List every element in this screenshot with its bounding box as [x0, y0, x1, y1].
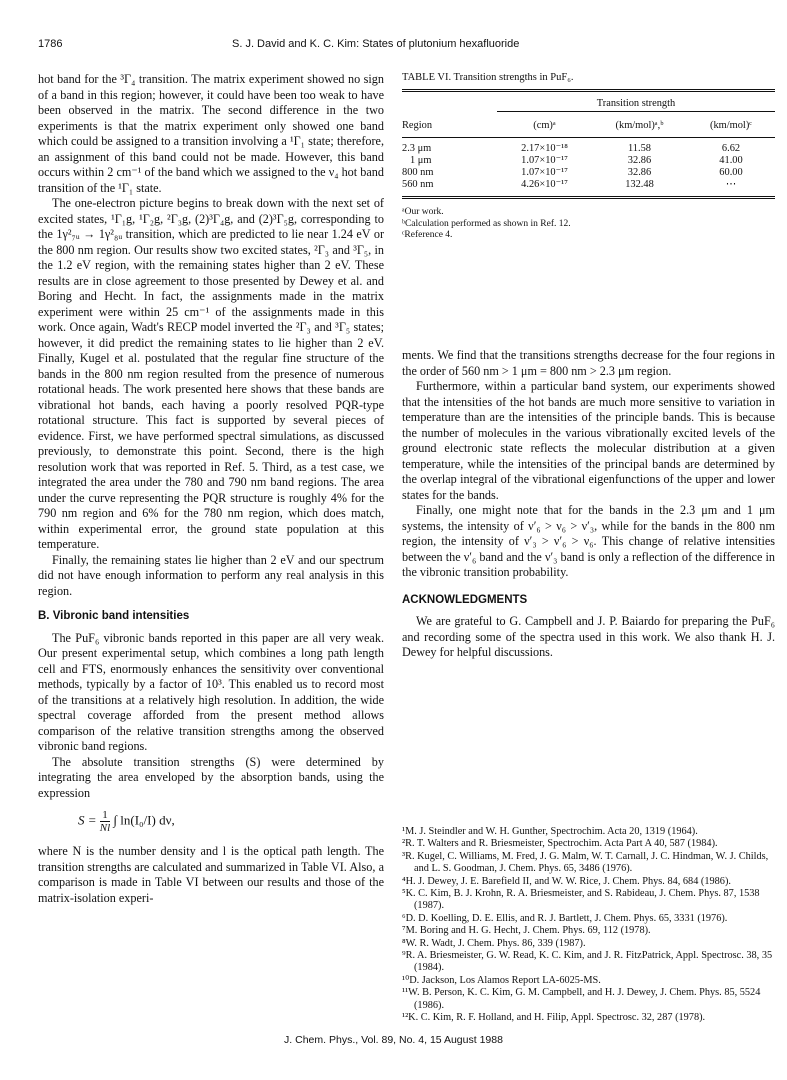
table-footnote: ᵃOur work. [402, 207, 444, 217]
table-footnote: ᶜReference 4. [402, 230, 453, 240]
journal-footer: J. Chem. Phys., Vol. 89, No. 4, 15 August 1988 [284, 1034, 503, 1046]
equation [78, 809, 384, 834]
left-column [38, 72, 384, 906]
reference: ⁸W. R. Wadt, J. Chem. Phys. 86, 339 (1987). [402, 937, 586, 949]
table-vi [402, 72, 775, 242]
reference: ⁵K. C. Kim, B. J. Krohn, R. A. Briesmeister, and S. Rabideau, J. Chem. Phys. 87, 1538 (1987). [402, 888, 760, 912]
paragraph: hot band for the ³Γ₄ transition. The matrix experiment showed no sign of a band in this region; however, it could have been too weak to have been observed in the matrix. The second difference in the two experiments is that the matrix experiment only showed one band which could be assigned to a transition involving a ¹Γ₁ state; therefore, an assignment of this band could not be made. However, this band occurs within 2 cm⁻¹ of the band which we assigned to the ν₄ hot band transition of the ¹Γ₁ state. [38, 72, 384, 195]
table-cell: 800 nm [402, 166, 434, 178]
table-cell: 560 nm [402, 178, 434, 190]
table-cell: 60.00 [719, 166, 743, 178]
acknowledgments-heading: ACKNOWLEDGMENTS [402, 593, 528, 606]
equation-numerator: 1 [100, 809, 110, 822]
page-number: 1786 [38, 38, 63, 50]
reference: ⁷M. Boring and H. G. Hecht, J. Chem. Phys. 69, 112 (1978). [402, 925, 651, 937]
table-group-header: Transition strength [497, 91, 775, 112]
table-header: (km/mol)ᵃ,ᵇ [615, 120, 664, 131]
paragraph: Finally, one might note that for the bands in the 2.3 μm and 1 μm systems, the intensity of ν′₆ > ν₆ > ν′₃, while for the bands in the 800 nm region, the intensity of ν′₃ > ν′₆ > ν₆. This change of relative intensities between the ν′₆ band and the ν′₃ band is only a reflection of the difference in the vibronic transition probability. [402, 503, 775, 579]
reference: ¹M. J. Steindler and W. H. Gunther, Spectrochim. Acta 20, 1319 (1964). [402, 826, 698, 837]
table-header: (km/mol)ᶜ [710, 120, 752, 131]
table-header: (cm)ᵃ [533, 120, 556, 131]
paragraph: The absolute transition strengths (S) were determined by integrating the area enveloped by the absorption bands, using the expression [38, 754, 384, 800]
table [402, 89, 775, 203]
table-cell: 2.17×10⁻¹⁸ [521, 143, 568, 154]
table-cell: 11.58 [628, 142, 651, 154]
table-cell: 6.62 [721, 142, 741, 154]
table-row [402, 166, 775, 178]
reference: ⁹R. A. Briesmeister, G. W. Read, K. C. Kim, and J. R. FitzPatrick, Appl. Spectrosc. 38, 35 (1984). [402, 950, 773, 974]
equation-lhs: S = [78, 812, 97, 828]
table-header: Region [402, 119, 433, 131]
table-cell: 2.3 μm [402, 142, 432, 154]
paragraph: Furthermore, within a particular band system, our experiments showed that the intensities of the hot bands are much more sensitive to variation in temperature than are the intensities of the principle bands. This is because the number of molecules in the various vibrationally excited levels of the ground electronic state reflects the molecular distribution at a given temperature, while the intensities of the principal bands are determined by the overlap integral of the vibrational eigenfunctions of the upper and lower states for the bands. [402, 379, 775, 502]
reference: ⁶D. D. Koelling, D. E. Ellis, and R. J. Bartlett, J. Chem. Phys. 65, 3331 (1976). [402, 912, 728, 924]
table-cell: 4.26×10⁻¹⁷ [521, 179, 568, 190]
acknowledgments-text: We are grateful to G. Campbell and J. P. Baiardo for preparing the PuF₆ and recording some of the spectra used in this work. We also thank H. J. Dewey for helpful discussions. [402, 614, 775, 659]
paragraph: where N is the number density and l is the optical path length. The transition strengths are calculated and summarized in Table VI. Also, a comparison is made in Table VI between our results and those of the matrix-isolation experi- [38, 844, 384, 905]
running-title: S. J. David and K. C. Kim: States of plutonium hexafluoride [232, 38, 520, 50]
reference-list [402, 826, 775, 1025]
table-row [402, 178, 775, 198]
table-cell: 1.07×10⁻¹⁷ [521, 155, 568, 166]
table-row [402, 138, 775, 155]
equation-fraction [100, 809, 110, 834]
table-footnote: ᵇCalculation performed as shown in Ref. 12. [402, 218, 571, 229]
table-cell: 1.07×10⁻¹⁷ [521, 167, 568, 178]
paragraph: The PuF₆ vibronic bands reported in this paper are all very weak. Our present experimental setup, which combines a long path length cell and FTS, enormously enhances the sensitivity over conventional methods, typically by a factor of 10³. This enabled us to record most of the transitions at a relatively high resolution. In addition, the wide spectral coverage afforded from the present method allows comparison of the relative transition strengths among the observed vibronic band regions. [38, 630, 384, 753]
right-column [402, 348, 775, 661]
reference: ¹⁰D. Jackson, Los Alamos Report LA-6025-MS. [402, 974, 601, 986]
section-heading: B. Vibronic band intensities [38, 610, 190, 622]
paragraph: Finally, the remaining states lie higher than 2 eV and our spectrum did not have enough information to perform any real analysis in this region. [38, 552, 384, 598]
table-cell: 132.48 [625, 178, 654, 190]
paragraph: ments. We find that the transitions strengths decrease for the four regions in the order of 560 nm > 1 μm = 800 nm > 2.3 μm region. [402, 348, 775, 378]
reference: ³R. Kugel, C. Williams, M. Fred, J. G. Malm, W. T. Carnall, J. C. Hindman, W. J. Childs, and L. S. Goodman, J. Chem. Phys. 65, 3486 (1976). [402, 850, 769, 875]
table-cell: ⋯ [725, 179, 737, 190]
reference: ¹¹W. B. Person, K. C. Kim, G. M. Campbell, and H. J. Dewey, J. Chem. Phys. 85, 5524 (1986). [402, 987, 761, 1011]
equation-denominator: Nl [99, 822, 111, 834]
table-caption: TABLE VI. Transition strengths in PuF₆. [402, 72, 574, 83]
equation-rhs: ∫ ln(I₀/I) dν, [113, 812, 175, 828]
table-footnotes [402, 207, 775, 242]
table-row [402, 154, 775, 166]
table-cell: 32.86 [627, 166, 652, 178]
paragraph: The one-electron picture begins to break down with the next set of excited states, ¹Γ₁g, ¹Γ₂g, ²Γ₃g, (2)³Γ₄g, and (2)³Γ₅g, corresponding to the 1γ²₇ᵤ → 1γ²₈ᵤ transition, which are predicted to lie near 1.24 eV or the 800 nm region. Our results show two excited states, ²Γ₃ and ³Γ₅, in the 1.2 eV region, with the remaining states higher than 2 eV. These results are in close agreement to those presented by Dewey et al. and Boring and Hecht. In fact, the assignments made in the matrix experiment were within 25 cm⁻¹ of the assignments made in this work. Once again, Wadt's RECP model inverted the ²Γ₃ and ³Γ₅ states; however, it did predict the remaining states to lie higher than 2 eV. Finally, Kugel et al. postulated that the regular fine structure of the bands in the 800 nm region resulted from the presence of numerous rotational heads. The work presented here shows that these bands are vibrational hot bands, each having a poorly resolved PQR-type rotational structure. This fact is supported by several pieces of evidence. First, we have performed spectral simulations, as discussed previously, to demonstrate this point. Second, there is the high resolution work that was reported in Ref. 5. Third, as a test case, we integrated the area under the 780 and 790 nm band regions. The area under the curve representing the PQR structure is roughly 4% for the 790 nm region and 6% for the 780 nm region, which does match, within experimental error, the ground state population at this temperature. [38, 196, 384, 551]
reference: ⁴H. J. Dewey, J. E. Barefield II, and W. W. Rice, J. Chem. Phys. 84, 684 (1986). [402, 875, 731, 887]
table-cell: 1 μm [410, 154, 432, 166]
reference: ¹²K. C. Kim, R. F. Holland, and H. Filip, Appl. Spectrosc. 32, 287 (1978). [402, 1012, 706, 1024]
table-cell: 32.86 [627, 154, 652, 166]
reference: ²R. T. Walters and R. Briesmeister, Spectrochim. Acta Part A 40, 587 (1984). [402, 838, 718, 850]
table-cell: 41.00 [719, 154, 743, 166]
